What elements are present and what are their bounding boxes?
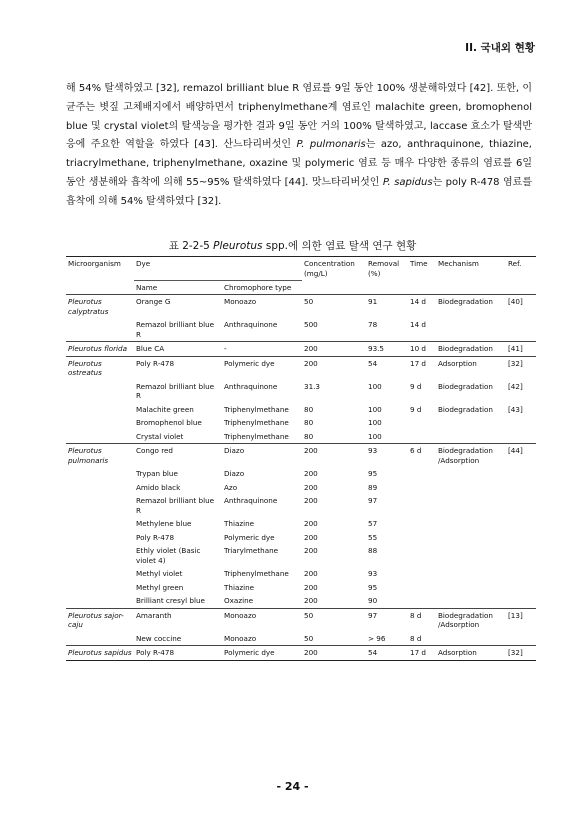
cell-mechanism <box>436 481 506 495</box>
cell-mechanism: Biodegradation <box>438 381 493 391</box>
cell-time: 17 d <box>408 356 436 380</box>
cell-concentration: 80 <box>304 431 314 441</box>
table-row <box>66 444 536 468</box>
cell-removal: 100 <box>368 404 382 414</box>
cell-organism <box>66 632 134 646</box>
cell-time <box>408 494 436 517</box>
header-chromophore: Chromophore type <box>222 280 302 295</box>
cell-removal: 55 <box>368 532 378 542</box>
table-row <box>66 581 536 595</box>
cell-chromophore: Thiazine <box>224 582 255 592</box>
cell-dye-name: Brilliant cresyl blue <box>136 596 205 605</box>
cell-organism: Pleurotus sapidus <box>66 646 134 661</box>
cell-chromophore: Anthraquinone <box>224 496 278 505</box>
cell-time: 9 d <box>410 381 422 391</box>
cell-ref <box>506 567 536 581</box>
cell-concentration: 200 <box>304 496 318 505</box>
cell-concentration: 200 <box>304 482 318 492</box>
cell-organism <box>66 494 134 517</box>
cell-ref <box>506 531 536 545</box>
cell-mechanism: Biodegradation <box>436 342 506 357</box>
cell-ref: [32] <box>506 356 536 380</box>
cell-concentration: 80 <box>304 404 314 414</box>
cell-organism <box>66 380 134 403</box>
cell-organism <box>66 318 134 342</box>
cell-ref <box>506 318 536 342</box>
cell-ref: [42] <box>508 381 523 391</box>
cell-removal: 88 <box>368 546 378 555</box>
cell-ref <box>506 430 536 444</box>
cell-concentration: 500 <box>304 320 318 329</box>
cell-time: 8 d <box>408 608 436 632</box>
cell-ref: [44] <box>506 444 536 468</box>
cell-chromophore: Diazo <box>224 469 245 478</box>
cell-dye-name: Methyl violet <box>136 569 183 578</box>
cell-organism: Pleurotus ostreatus <box>66 356 134 380</box>
header-removal: Removal (%) <box>366 257 408 281</box>
cell-time <box>408 416 436 430</box>
cell-time: 14 d <box>410 320 426 329</box>
cell-concentration: 200 <box>304 546 318 555</box>
cell-dye-name: Poly R-478 <box>134 646 222 661</box>
cell-removal: 89 <box>368 482 378 492</box>
table-row <box>66 318 536 342</box>
cell-chromophore: Monoazo <box>224 633 257 643</box>
cell-removal: 57 <box>368 519 378 528</box>
cell-organism: Pleurotus florida <box>66 342 134 357</box>
cell-ref: [32] <box>506 646 536 661</box>
cell-mechanism <box>436 632 506 646</box>
cell-removal: 100 <box>368 381 382 391</box>
cell-removal: 100 <box>368 431 382 441</box>
cell-time: 14 d <box>408 295 436 319</box>
cell-mechanism <box>436 531 506 545</box>
cell-ref <box>506 467 536 481</box>
table-row <box>66 403 536 417</box>
cell-chromophore: Anthraquinone <box>224 381 278 391</box>
cell-chromophore: Triarylmethane <box>224 546 279 555</box>
cell-removal: 95 <box>368 582 378 592</box>
cell-mechanism <box>436 430 506 444</box>
cell-mechanism <box>436 494 506 517</box>
cell-removal: 54 <box>366 356 408 380</box>
cell-mechanism: Biodegradation /Adsorption <box>436 608 506 632</box>
cell-ref: [43] <box>508 404 523 414</box>
header-microorganism: Microorganism <box>66 257 134 281</box>
table-row <box>66 531 536 545</box>
cell-concentration: 31.3 <box>304 381 321 391</box>
cell-removal: 78 <box>368 320 378 329</box>
cell-time <box>408 581 436 595</box>
cell-organism: Pleurotus pulmonaris <box>66 444 134 468</box>
cell-chromophore: - <box>222 342 302 357</box>
header-mechanism: Mechanism <box>436 257 506 281</box>
cell-dye-name: Remazol brilliant blue R <box>136 320 215 339</box>
table-row <box>66 356 536 380</box>
cell-dye-name: Poly R-478 <box>136 532 175 542</box>
cell-chromophore: Triphenylmethane <box>224 404 289 414</box>
header-dye: Dye <box>134 257 302 281</box>
table-row <box>66 481 536 495</box>
cell-chromophore: Thiazine <box>224 519 255 528</box>
cell-organism <box>66 581 134 595</box>
cell-dye-name: Ethly violet (Basic violet 4) <box>136 546 201 565</box>
cell-time <box>408 467 436 481</box>
cell-removal: 91 <box>366 295 408 319</box>
cell-chromophore: Triphenylmethane <box>224 431 289 441</box>
cell-dye-name: Trypan blue <box>136 469 178 478</box>
cell-organism <box>66 430 134 444</box>
header-ref: Ref. <box>506 257 536 281</box>
cell-mechanism <box>436 567 506 581</box>
cell-mechanism <box>436 517 506 531</box>
table-row <box>66 567 536 581</box>
cell-organism <box>66 567 134 581</box>
cell-ref <box>506 581 536 595</box>
cell-concentration: 200 <box>302 342 366 357</box>
cell-ref <box>506 632 536 646</box>
table-row <box>66 608 536 632</box>
cell-chromophore: Polymeric dye <box>224 532 275 542</box>
table-caption: 표 2-2-5 Pleurotus spp.에 의한 염료 탈색 연구 현황 <box>168 240 417 252</box>
cell-chromophore: Anthraquinone <box>224 320 278 329</box>
cell-mechanism: Biodegradation <box>438 404 493 414</box>
cell-dye-name: Methylene blue <box>136 519 192 528</box>
cell-chromophore: Polymeric dye <box>222 646 302 661</box>
cell-mechanism: Biodegradation <box>436 295 506 319</box>
cell-dye-name: Crystal violet <box>136 431 184 441</box>
cell-dye-name: Amido black <box>136 482 181 492</box>
cell-time <box>408 481 436 495</box>
cell-removal: 95 <box>368 469 378 478</box>
cell-dye-name: Amaranth <box>134 608 222 632</box>
cell-concentration: 50 <box>304 633 314 643</box>
cell-concentration: 200 <box>304 469 318 478</box>
header-time: Time <box>408 257 436 281</box>
page-number: - 24 - <box>276 780 309 793</box>
cell-organism <box>66 594 134 608</box>
cell-dye-name: Congo red <box>134 444 222 468</box>
cell-chromophore: Monoazo <box>222 608 302 632</box>
dye-decolorization-table <box>66 256 536 661</box>
cell-organism <box>66 531 134 545</box>
table-row <box>66 544 536 567</box>
cell-removal: 100 <box>368 418 382 427</box>
cell-time <box>408 594 436 608</box>
cell-dye-name: Remazol brilliant blue R <box>136 381 215 400</box>
header-concentration: Concentration (mg/L) <box>302 257 366 281</box>
cell-time <box>408 544 436 567</box>
cell-mechanism <box>436 318 506 342</box>
cell-removal: 93 <box>368 569 378 578</box>
cell-concentration: 50 <box>302 608 366 632</box>
cell-concentration: 200 <box>304 532 318 542</box>
cell-chromophore: Polymeric dye <box>222 356 302 380</box>
table-row <box>66 416 536 430</box>
cell-organism: Pleurotus calyptratus <box>66 295 134 319</box>
cell-time <box>408 531 436 545</box>
cell-ref <box>506 517 536 531</box>
cell-ref: [13] <box>506 608 536 632</box>
cell-chromophore: Oxazine <box>224 596 254 605</box>
cell-ref <box>506 481 536 495</box>
cell-concentration: 80 <box>304 418 314 427</box>
table-row <box>66 380 536 403</box>
cell-mechanism: Biodegradation /Adsorption <box>436 444 506 468</box>
cell-dye-name: New coccine <box>136 633 182 643</box>
cell-concentration: 200 <box>302 444 366 468</box>
cell-mechanism <box>436 544 506 567</box>
cell-concentration: 200 <box>302 356 366 380</box>
cell-chromophore: Triphenylmethane <box>224 418 289 427</box>
cell-dye-name: Blue CA <box>134 342 222 357</box>
cell-mechanism <box>436 581 506 595</box>
cell-time <box>408 517 436 531</box>
cell-organism <box>66 544 134 567</box>
cell-mechanism <box>436 467 506 481</box>
table-row <box>66 467 536 481</box>
cell-chromophore: Azo <box>224 482 238 492</box>
cell-organism <box>66 481 134 495</box>
cell-concentration: 200 <box>302 646 366 661</box>
cell-dye-name: Bromophenol blue <box>136 418 202 427</box>
table-row <box>66 517 536 531</box>
cell-removal: 54 <box>366 646 408 661</box>
cell-mechanism <box>436 594 506 608</box>
cell-chromophore: Monoazo <box>222 295 302 319</box>
cell-concentration: 200 <box>304 582 318 592</box>
table-row <box>66 295 536 319</box>
section-header: II. 국내외 현황 <box>465 42 535 54</box>
cell-time: 6 d <box>408 444 436 468</box>
cell-removal: 90 <box>368 596 378 605</box>
cell-removal: 93.5 <box>366 342 408 357</box>
header-dye-name: Name <box>134 280 222 295</box>
cell-dye-name: Orange G <box>134 295 222 319</box>
cell-mechanism: Adsorption <box>436 646 506 661</box>
cell-time: 9 d <box>410 404 422 414</box>
cell-time <box>408 567 436 581</box>
cell-dye-name: Remazol brilliant blue R <box>136 496 215 515</box>
cell-chromophore: Triphenylmethane <box>224 569 289 578</box>
table-row <box>66 342 536 357</box>
cell-ref <box>506 494 536 517</box>
cell-removal: 93 <box>366 444 408 468</box>
cell-organism: Pleurotus sajor-caju <box>66 608 134 632</box>
cell-ref: [40] <box>506 295 536 319</box>
cell-dye-name: Methyl green <box>136 582 184 592</box>
cell-ref <box>506 544 536 567</box>
cell-mechanism: Adsorption <box>436 356 506 380</box>
cell-time: 10 d <box>408 342 436 357</box>
table-row <box>66 494 536 517</box>
cell-concentration: 50 <box>302 295 366 319</box>
body-paragraph: 해 54% 탈색하였고 [32], remazol brilliant blue R 염료를 9일 동안 100% 생분해하였다 [42]. 또한, 이 균주는 볏짚 고체배지에서 배양하면서 triphenylmethane계 염료인 malachite green, bromophenol blue 및 crystal violet의 탈색능을 평가한 결과 9일 동안 거의 100% 탈색하였고, laccase 효소가 탈색반응에 주요한 역할을 하였다 [43]. 산느타리버섯인 P. pulmonaris는 azo, anthraquinone, thiazine, triacrylmethane, triphenylmethane, oxazine 및 polymeric 염료 등 매우 다양한 종류의 염료를 6일 동안 생분해와 흡착에 의해 55~95% 탈색하였다 [44]. 맛느타리버섯인 P. sapidus는 poly R-478 염료를 흡착에 의해 54% 탈색하였다 [32]. <box>66 83 532 207</box>
cell-organism <box>66 467 134 481</box>
cell-time: 17 d <box>408 646 436 661</box>
table-row <box>66 430 536 444</box>
cell-concentration: 200 <box>304 569 318 578</box>
cell-removal: 97 <box>368 496 378 505</box>
cell-organism <box>66 403 134 417</box>
cell-dye-name: Malachite green <box>136 404 194 414</box>
table-row <box>66 632 536 646</box>
cell-chromophore: Diazo <box>222 444 302 468</box>
cell-removal: 97 <box>366 608 408 632</box>
cell-ref <box>506 594 536 608</box>
cell-mechanism <box>436 416 506 430</box>
cell-concentration: 200 <box>304 596 318 605</box>
cell-removal: > 96 <box>368 633 386 643</box>
cell-organism <box>66 517 134 531</box>
cell-organism <box>66 416 134 430</box>
cell-ref <box>506 416 536 430</box>
table-row <box>66 594 536 608</box>
table-row <box>66 646 536 661</box>
cell-ref: [41] <box>506 342 536 357</box>
cell-dye-name: Poly R-478 <box>134 356 222 380</box>
cell-time: 8 d <box>410 633 422 643</box>
cell-time <box>408 430 436 444</box>
cell-concentration: 200 <box>304 519 318 528</box>
